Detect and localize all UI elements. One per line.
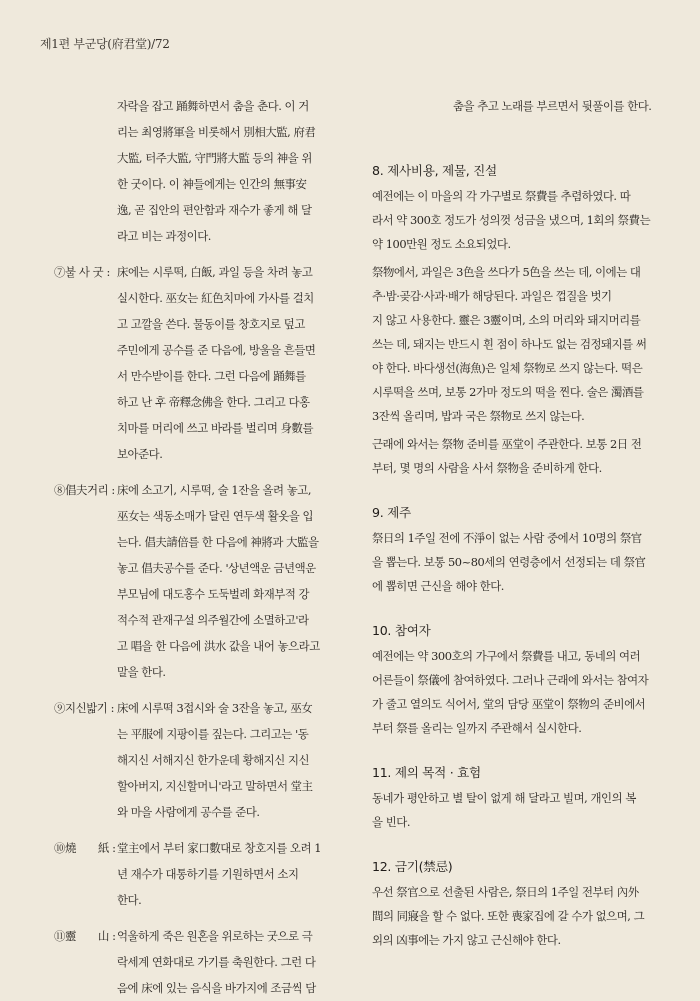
- text-line: 고 고깔을 쓴다. 물동이를 창호지로 덮고: [117, 317, 305, 331]
- text-line: 堂主에서 부터 家口數대로 창호지를 오려 1: [117, 841, 321, 855]
- text-line: 외의 凶事에는 가지 않고 근신해야 한다.: [372, 933, 561, 947]
- text-line: 가 줄고 열의도 식어서, 堂의 담당 巫堂이 祭物의 준비에서: [372, 697, 646, 711]
- text-line: 추·밤·곶감·사과·배가 해당된다. 과일은 껍질을 벗기: [372, 289, 612, 303]
- text-line: 근래에 와서는 祭物 준비를 巫堂이 주관한다. 보통 2日 전: [372, 437, 642, 451]
- text-line: 3잔씩 올리며, 밥과 국은 祭物로 쓰지 않는다.: [372, 409, 585, 423]
- ritual-item-label: ⑪靈 山 :: [54, 929, 116, 943]
- section-heading: 12. 금기(禁忌): [372, 859, 453, 874]
- text-line: 년 재수가 대통하기를 기원하면서 소지: [117, 867, 299, 881]
- text-line: 야 한다. 바다생선(海魚)은 일체 祭物로 쓰지 않는다. 떡은: [372, 361, 643, 375]
- text-line: 억울하게 죽은 원혼을 위로하는 굿으로 극: [117, 929, 313, 943]
- text-line: 巫女는 색동소매가 달린 연두색 활옷을 입: [117, 509, 314, 523]
- text-line: 와 마을 사람에게 공수를 준다.: [117, 805, 260, 819]
- text-line: 실시한다. 巫女는 紅色치마에 가사를 걸치: [117, 291, 314, 305]
- text-line: 祭日의 1주일 전에 不淨이 없는 사람 중에서 10명의 祭官: [372, 531, 642, 545]
- text-line: 주민에게 공수를 준 다음에, 방울을 흔들면: [117, 343, 316, 357]
- text-line: 약 100만원 정도 소요되었다.: [372, 237, 511, 251]
- text-line: 어른들이 祭儀에 참여하였다. 그러나 근래에 와서는 참여자: [372, 673, 649, 687]
- text-line: 락세계 연화대로 가기를 축원한다. 그런 다: [117, 955, 316, 969]
- section-heading: 11. 제의 목적 · 효험: [372, 765, 481, 780]
- text-line: 우선 祭官으로 선출된 사람은, 祭日의 1주일 전부터 內外: [372, 885, 639, 899]
- text-line: 놓고 倡夫공수를 준다. '상년액운 금년액운: [117, 561, 316, 575]
- text-line: 말을 한다.: [117, 665, 166, 679]
- text-line: 시루떡을 쓰며, 보통 2가마 정도의 떡을 찐다. 술은 濁酒를: [372, 385, 644, 399]
- text-line: 보아준다.: [117, 447, 163, 461]
- text-line: 에 뽑히면 근신을 해야 한다.: [372, 579, 504, 593]
- text-line: 祭物에서, 과일은 3色을 쓰다가 5色을 쓰는 데, 이에는 대: [372, 265, 641, 279]
- ritual-item-label: ⑦불 사 굿 :: [54, 265, 110, 279]
- text-line: 치마를 머리에 쓰고 바라를 벌리며 身數를: [117, 421, 314, 435]
- text-line: 춤을 추고 노래를 부르면서 뒷풀이를 한다.: [453, 99, 652, 113]
- section-heading: 10. 참여자: [372, 623, 431, 638]
- text-line: 床에는 시루떡, 白飯, 과일 등을 차려 놓고: [117, 265, 313, 279]
- text-line: 고 唱을 한 다음에 洪水 값을 내어 놓으라고: [117, 639, 320, 653]
- ritual-item-label: ⑩燒 紙 :: [54, 841, 116, 855]
- text-line: 할아버지, 지신할머니'라고 말하면서 堂主: [117, 779, 313, 793]
- text-line: 서 만수받이를 한다. 그런 다음에 踊舞를: [117, 369, 306, 383]
- text-line: 는다. 倡夫請倍를 한 다음에 神將과 大監을: [117, 535, 319, 549]
- text-line: 해지신 서해지신 한가운데 황해지신 지신: [117, 753, 310, 767]
- section-heading: 9. 제주: [372, 505, 411, 520]
- text-line: 자락을 잡고 踊舞하면서 춤을 춘다. 이 거: [117, 99, 309, 113]
- text-line: 는 平服에 지팡이를 짚는다. 그리고는 '동: [117, 727, 309, 741]
- text-line: 을 빈다.: [372, 815, 411, 829]
- text-line: 을 뽑는다. 보통 50~80세의 연령층에서 선정되는 데 祭官: [372, 555, 646, 569]
- text-line: 한 굿이다. 이 神들에게는 인간의 無事安: [117, 177, 307, 191]
- text-line: 床에 시루떡 3접시와 술 3잔을 놓고, 巫女: [117, 701, 313, 715]
- text-line: 床에 소고기, 시루떡, 술 1잔을 올려 놓고,: [117, 483, 312, 497]
- text-line: 부터, 몇 명의 사람을 사서 祭物을 준비하게 한다.: [372, 461, 602, 475]
- text-line: 음에 床에 있는 음식을 바가지에 조금씩 담: [117, 981, 316, 995]
- text-line: 부터 祭를 올리는 일까지 주관해서 실시한다.: [372, 721, 582, 735]
- text-line: 大監, 터주大監, 守門將大監 등의 神을 위: [117, 151, 312, 165]
- section-heading: 8. 제사비용, 제물, 진설: [372, 163, 497, 178]
- text-line: 적수적 관재구설 의주월간에 소멸하고'라: [117, 613, 309, 627]
- text-line: 리는 최영將軍을 비롯해서 別相大監, 府君: [117, 125, 316, 139]
- text-line: 부모님에 대도홍수 도둑벌레 화재부적 강: [117, 587, 310, 601]
- ritual-item-label: ⑧倡夫거리 :: [54, 483, 115, 497]
- text-line: 지 않고 사용한다. 靈은 3靈이며, 소의 머리와 돼지머리를: [372, 313, 641, 327]
- right-column: [350, 0, 700, 1001]
- text-line: 한다.: [117, 893, 142, 907]
- text-line: 예전에는 이 마을의 각 가구별로 祭費를 추렴하였다. 따: [372, 189, 631, 203]
- running-header: 제1편 부군당(府君堂)/72: [40, 37, 170, 51]
- text-line: 逸, 곧 집안의 편안함과 재수가 좋게 해 달: [117, 203, 312, 217]
- text-line: 라서 약 300호 정도가 성의껏 성금을 냈으며, 1회의 祭費는: [372, 213, 651, 227]
- text-line: 하고 난 후 帝釋念佛을 한다. 그리고 다홍: [117, 395, 310, 409]
- ritual-item-label: ⑨지신밟기 :: [54, 701, 115, 715]
- text-line: 쓰는 데, 돼지는 반드시 흰 점이 하나도 없는 검정돼지를 써: [372, 337, 647, 351]
- text-line: 라고 비는 과정이다.: [117, 229, 211, 243]
- text-line: 間의 同寢을 할 수 없다. 또한 喪家집에 갈 수가 없으며, 그: [372, 909, 645, 923]
- text-line: 동네가 평안하고 별 탈이 없게 해 달라고 빌며, 개인의 복: [372, 791, 636, 805]
- text-line: 예전에는 약 300호의 가구에서 祭費를 내고, 동네의 여러: [372, 649, 641, 663]
